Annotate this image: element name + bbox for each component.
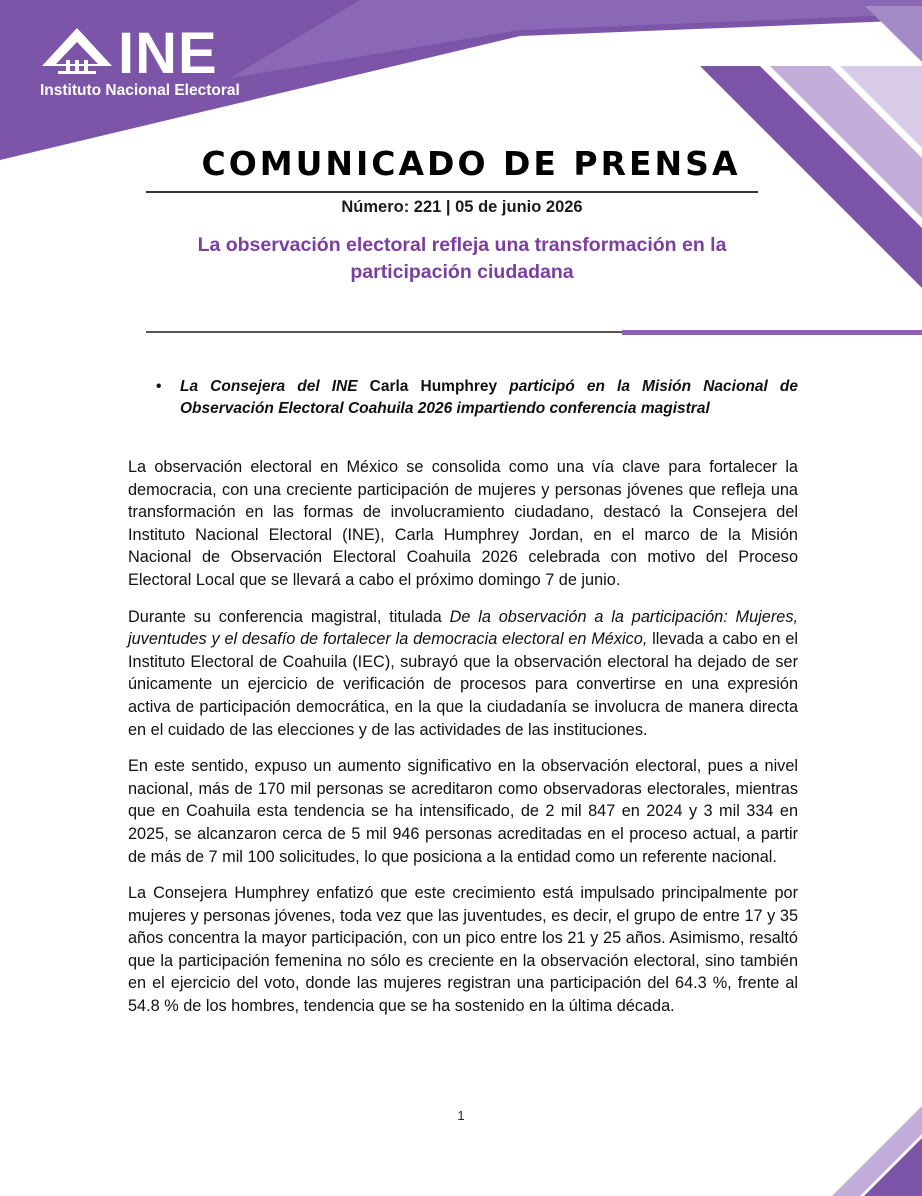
paragraph-2-rest: llevada a cabo en el Instituto Electoral de Coahuila (IEC), subrayó que la observación electoral ha dejado de ser únicamente un ejercicio de verificación de procesos para convertirse en una expresión activa de participación democrática, en la que la ciudadanía se involucra de manera directa en el cuidado de las elecciones y de las actividades de las instituciones. bbox=[128, 630, 798, 739]
paragraph-2 bbox=[128, 606, 798, 742]
article-body bbox=[128, 456, 798, 1032]
page-title: COMUNICADO DE PRENSA bbox=[201, 144, 741, 183]
bullet-text-part1: La Consejera del INE bbox=[180, 378, 370, 395]
paragraph-2-intro: Durante su conferencia magistral, titulada bbox=[128, 607, 450, 626]
logo-wordmark: INE bbox=[118, 21, 218, 86]
press-subtitle: La observación electoral refleja una transformación en la participación ciudadana bbox=[197, 234, 727, 283]
paragraph-1: La observación electoral en México se consolida como una vía clave para fortalecer la democracia, con una creciente participación de mujeres y personas jóvenes que refleja una transformación en las formas de involucramiento ciudadano, destacó la Consejera del Instituto Nacional Electoral (INE), Carla Humphrey Jordan, en el marco de la Misión Nacional de Observación Electoral Coahuila 2026 celebrada con motivo del Proceso Electoral Local que se llevará a cabo el próximo domingo 7 de junio. bbox=[128, 458, 798, 589]
page-number: 1 bbox=[457, 1108, 465, 1123]
logo-subtitle: Instituto Nacional Electoral bbox=[40, 82, 240, 99]
bullet-name: Carla Humphrey bbox=[369, 378, 498, 395]
issue-line: Número: 221 | 05 de junio 2026 bbox=[341, 198, 583, 216]
paragraph-3: En este sentido, expuso un aumento significativo en la observación electoral, pues a nivel nacional, más de 170 mil personas se acreditaron como observadoras electorales, mientras que en Coahuila esta tendencia se ha intensificado, de 2 mil 847 en 2024 y 3 mil 334 en 2025, se alcanzaron cerca de 5 mil 946 personas acreditadas en el proceso actual, a partir de más de 7 mil 100 solicitudes, lo que posiciona a la entidad como un referente nacional. bbox=[128, 757, 798, 866]
conference-title: De la observación a la participación: Mujeres, juventudes y el desafío de fortalecer la democracia electoral en México, bbox=[128, 607, 798, 649]
section-divider bbox=[146, 331, 622, 333]
ine-emblem-icon bbox=[40, 26, 114, 78]
section-divider-accent bbox=[622, 330, 922, 335]
bullet-text-part2: participó en la Misión Nacional de Observación Electoral Coahuila 2026 impartiendo conferencia magistral bbox=[180, 378, 799, 417]
title-divider bbox=[146, 191, 758, 193]
paragraph-4: La Consejera Humphrey enfatizó que este crecimiento está impulsado principalmente por mujeres y personas jóvenes, toda vez que las juventudes, es decir, el grupo de entre 17 y 35 años concentra la mayor participación, con un pico entre los 21 y 25 años. Asimismo, resaltó que la participación femenina no sólo es creciente en la observación electoral, sino también en el ejercicio del voto, donde las mujeres registran una participación del 64.3 %, frente al 54.8 % de los hombres, tendencia que se ha sostenido en la última década. bbox=[128, 884, 798, 1016]
footer-decoration bbox=[0, 1106, 922, 1196]
summary-bullet bbox=[156, 376, 799, 420]
bullet-dot-icon: • bbox=[156, 378, 162, 395]
